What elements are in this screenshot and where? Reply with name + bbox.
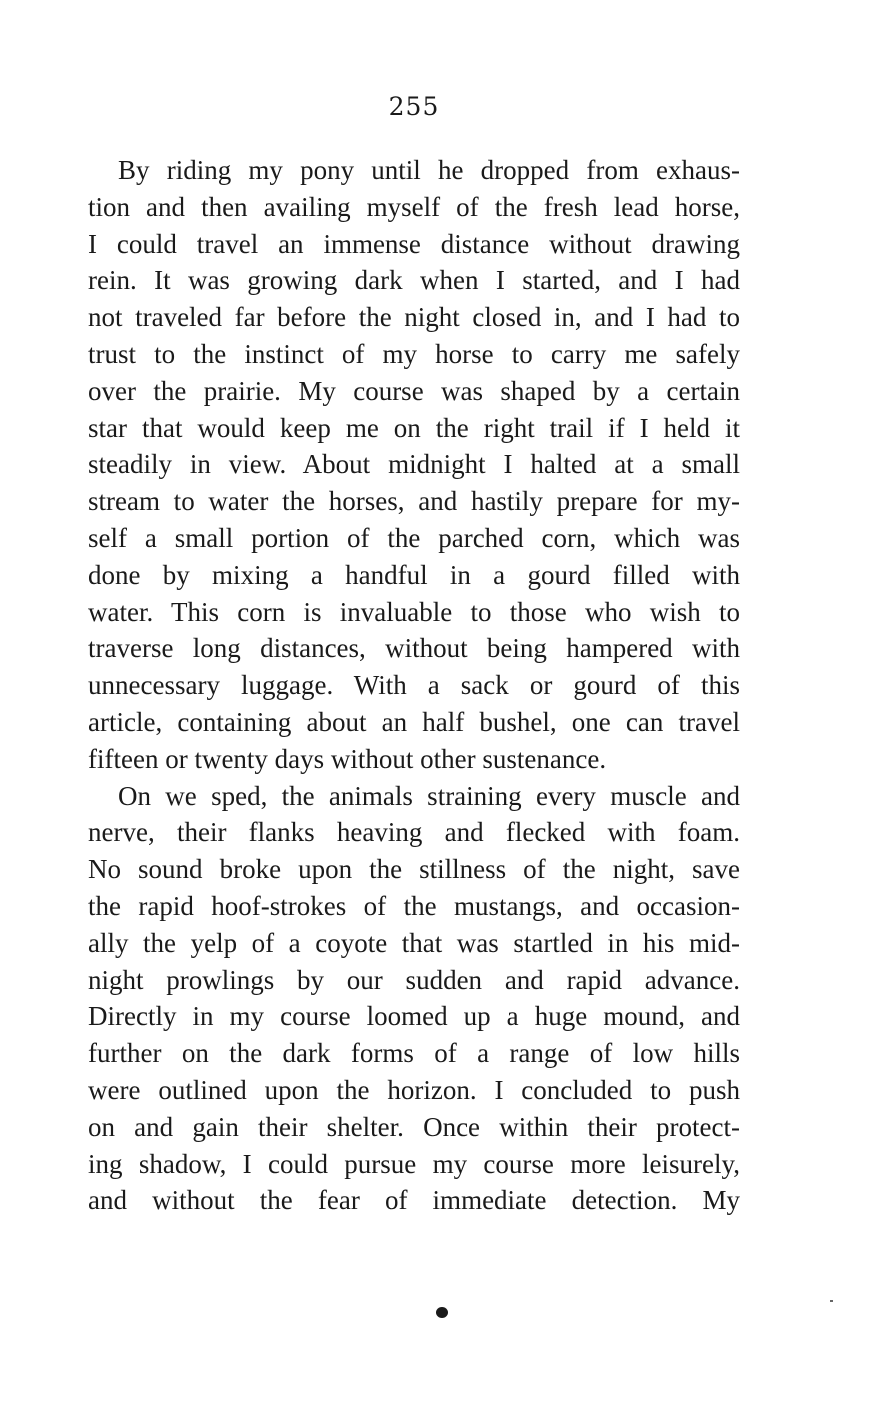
text-line: night prowlings by our sudden and rapid advance. (88, 964, 740, 995)
text-line: No sound broke upon the stillness of the night, save (88, 854, 740, 885)
text-line: ally the yelp of a coyote that was startled in his mid- (88, 927, 740, 958)
text-line: further on the dark forms of a range of low hills (88, 1038, 740, 1069)
text-line: stream to water the horses, and hastily prepare for my- (88, 486, 740, 517)
text-line: traverse long distances, without being hampered with (88, 633, 740, 664)
text-line: steadily in view. About midnight I halted at a small (88, 449, 740, 480)
text-line: tion and then availing myself of the fresh lead horse, (88, 191, 740, 222)
text-line: I could travel an immense distance without drawing (88, 228, 740, 259)
text-line: on and gain their shelter. Once within their protect- (88, 1111, 740, 1142)
text-line: water. This corn is invaluable to those who wish to (88, 596, 740, 627)
text-line: done by mixing a handful in a gourd filled with (88, 559, 740, 590)
text-line: nerve, their flanks heaving and flecked with foam. (88, 817, 740, 848)
text-line: were outlined upon the horizon. I concluded to push (88, 1074, 740, 1105)
text-line: On we sped, the animals straining every muscle and (118, 780, 740, 811)
text-line: By riding my pony until he dropped from exhaus- (118, 155, 740, 185)
text-line: ing shadow, I could pursue my course more leisurely, (88, 1148, 740, 1179)
paragraph-1 (88, 152, 740, 778)
text-line: not traveled far before the night closed in, and I had to (88, 302, 740, 333)
text-line: and without the fear of immediate detection. My (88, 1185, 740, 1216)
text-line: the rapid hoof-strokes of the mustangs, and occasion- (88, 890, 740, 921)
text-line: unnecessary luggage. With a sack or gourd of this (88, 670, 740, 701)
ink-blot-mark (436, 1307, 448, 1318)
text-line: trust to the instinct of my horse to carry me safely (88, 338, 740, 369)
text-line: over the prairie. My course was shaped by a certain (88, 375, 740, 406)
text-line: rein. It was growing dark when I started, and I had (88, 265, 740, 296)
text-line: self a small portion of the parched corn, which was (88, 522, 740, 553)
paragraph-2 (88, 778, 740, 1220)
text-line: article, containing about an half bushel, one can travel (88, 706, 740, 737)
text-line: Directly in my course loomed up a huge mound, and (88, 1001, 740, 1032)
margin-speck (830, 1300, 833, 1302)
page-number: 255 (388, 92, 440, 121)
text-line: fifteen or twenty days without other sustenance. (88, 743, 607, 774)
text-line: star that would keep me on the right trail if I held it (88, 412, 740, 443)
body-text (88, 152, 740, 1219)
